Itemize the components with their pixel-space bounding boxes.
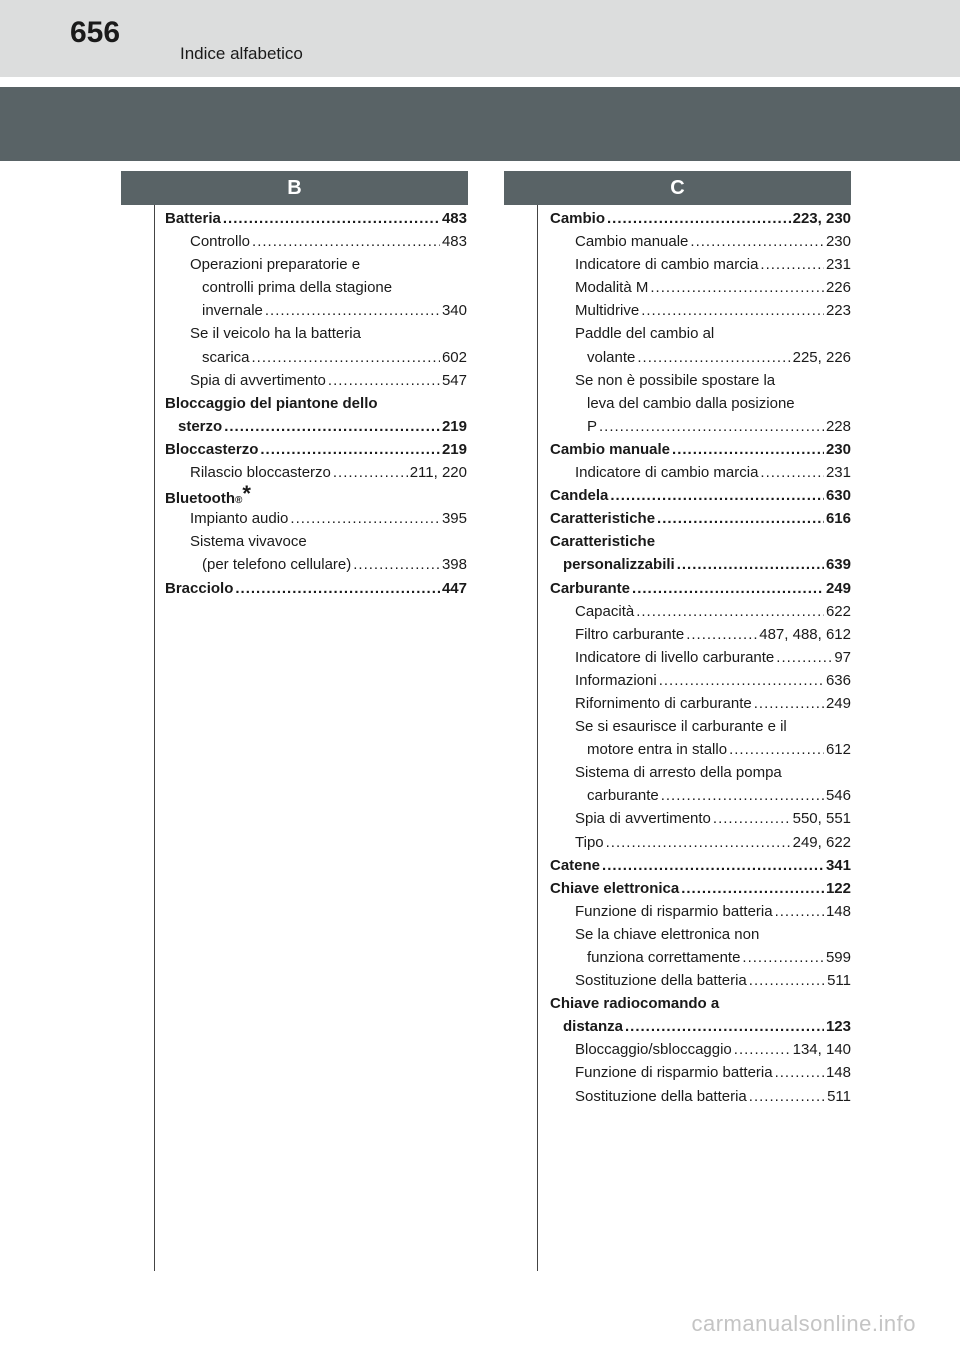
entry-term: Sistema vivavoce	[190, 533, 307, 551]
entry-term: Funzione di risparmio batteria	[575, 902, 773, 920]
leader-dots	[775, 900, 824, 923]
entry-term: Cambio	[550, 210, 606, 227]
entry-page-ref: 547	[441, 371, 467, 389]
leader-dots	[760, 461, 824, 484]
index-entry	[550, 577, 851, 600]
index-entry	[550, 507, 851, 530]
index-entry	[165, 322, 467, 345]
entry-term: Bloccaggio del piantone dello	[165, 394, 378, 412]
entry-term: Cambio manuale	[550, 440, 671, 458]
leader-dots	[760, 253, 824, 276]
index-entry	[165, 230, 467, 253]
entry-page-ref: 228	[825, 417, 851, 435]
index-entry	[165, 530, 467, 553]
leader-dots	[235, 577, 440, 600]
entry-page-ref: 511	[827, 1087, 851, 1105]
leader-dots	[749, 969, 825, 992]
leader-dots	[353, 553, 440, 576]
entry-term: Cambio manuale	[575, 233, 689, 251]
entry-page-ref: 612	[825, 741, 851, 759]
index-entry	[165, 438, 467, 461]
leader-dots	[223, 207, 440, 230]
entry-term: Multidrive	[575, 302, 640, 320]
entry-term: Bloccasterzo	[165, 440, 259, 458]
index-entry	[165, 369, 467, 392]
leader-dots	[637, 346, 790, 369]
entry-page-ref: 550, 551	[792, 810, 851, 828]
entry-term: funziona correttamente	[587, 949, 741, 966]
entry-page-ref: 97	[834, 648, 851, 666]
leader-dots	[659, 669, 824, 692]
index-entry	[550, 461, 851, 484]
entry-term: Chiave elettronica	[550, 879, 680, 897]
entry-term: Se la chiave elettronica non	[575, 925, 760, 943]
entry-term: Controllo	[190, 233, 251, 251]
entry-page-ref: 622	[825, 602, 851, 620]
entry-page-ref: 447	[441, 579, 467, 597]
entry-term: Se il veicolo ha la batteria	[190, 325, 361, 343]
entry-term: Funzione di risparmio batteria	[575, 1064, 773, 1082]
index-entry	[165, 207, 467, 230]
leader-dots	[260, 438, 440, 461]
leader-dots	[661, 784, 824, 807]
entry-page-ref: 231	[825, 464, 851, 482]
entry-term: carburante	[587, 787, 659, 805]
index-entry	[550, 923, 851, 946]
asterisk-mark: *	[242, 481, 251, 507]
leader-dots	[328, 369, 440, 392]
entry-term: Rilascio bloccasterzo	[190, 464, 331, 482]
index-entry	[550, 438, 851, 461]
entry-term: sterzo	[178, 417, 223, 435]
entry-page-ref: 122	[825, 879, 851, 897]
page-title: Indice alfabetico	[180, 44, 303, 63]
entry-list-b	[165, 207, 467, 600]
entry-term: Caratteristiche	[550, 510, 656, 528]
entry-page-ref: 483	[441, 210, 467, 227]
index-entry	[550, 253, 851, 276]
entry-page-ref: 340	[441, 302, 467, 320]
entry-term: Indicatore di cambio marcia	[575, 256, 759, 274]
entry-page-ref: 231	[825, 256, 851, 274]
entry-page-ref: 211, 220	[409, 464, 467, 482]
entry-page-ref: 123	[825, 1018, 851, 1036]
index-entry	[165, 461, 467, 484]
leader-dots	[713, 807, 791, 830]
section-letter-b: B	[121, 171, 468, 205]
entry-page-ref: 546	[825, 787, 851, 805]
index-entry	[550, 1061, 851, 1084]
column-rule-b	[154, 205, 155, 1271]
entry-page-ref: 223	[825, 302, 851, 320]
entry-page-ref: 395	[441, 510, 467, 528]
index-entry	[550, 207, 851, 230]
column-rule-c	[537, 205, 538, 1271]
entry-term: personalizzabili	[563, 556, 675, 574]
leader-dots	[690, 230, 824, 253]
index-entry	[550, 369, 851, 392]
entry-term: Se si esaurisce il carburante e il	[575, 718, 787, 736]
entry-term: Spia di avvertimento	[575, 810, 711, 828]
index-entry	[550, 969, 851, 992]
leader-dots	[775, 1061, 824, 1084]
entry-term: Impianto audio	[190, 510, 289, 528]
index-entry	[550, 784, 851, 807]
index-entry: Bluetooth ® *	[165, 484, 467, 507]
entry-term: Batteria	[165, 210, 221, 227]
index-entry	[550, 738, 851, 761]
index-entry	[550, 623, 851, 646]
index-entry	[550, 1038, 851, 1061]
leader-dots	[602, 854, 824, 877]
leader-dots	[333, 461, 408, 484]
entry-page-ref: 599	[825, 949, 851, 966]
leader-dots	[610, 484, 824, 507]
entry-page-ref: 249	[825, 694, 851, 712]
entry-term: Bracciolo	[165, 579, 234, 597]
section-letter-c: C	[504, 171, 851, 205]
leader-dots	[607, 207, 791, 230]
leader-dots	[734, 1038, 791, 1061]
index-entry	[165, 577, 467, 600]
entry-page-ref: 148	[825, 902, 851, 920]
leader-dots	[290, 507, 440, 530]
leader-dots	[641, 299, 824, 322]
index-section-c	[504, 171, 851, 1105]
watermark: carmanualsonline.info	[691, 1311, 916, 1336]
entry-page-ref: 487, 488, 612	[759, 625, 851, 643]
entry-term: Se non è possibile spostare la	[575, 371, 776, 389]
index-entry	[165, 553, 467, 576]
index-entry	[550, 600, 851, 623]
index-entry	[165, 507, 467, 530]
entry-page-ref: 483	[441, 233, 467, 251]
entry-page-ref: 134, 140	[792, 1041, 851, 1059]
entry-page-ref: 226	[825, 279, 851, 297]
entry-term: Indicatore di cambio marcia	[575, 464, 759, 482]
entry-term: Rifornimento di carburante	[575, 694, 752, 712]
leader-dots	[632, 577, 824, 600]
leader-dots	[265, 299, 440, 322]
index-entry	[550, 669, 851, 692]
entry-term: scarica	[202, 348, 250, 366]
index-entry	[550, 854, 851, 877]
entry-term: Caratteristiche	[550, 533, 656, 551]
entry-page-ref: 219	[441, 440, 467, 458]
entry-page-ref: 602	[441, 348, 467, 366]
entry-term: P	[587, 417, 598, 435]
entry-term: Bloccaggio/sbloccaggio	[575, 1041, 732, 1059]
index-entry	[165, 415, 467, 438]
index-entry	[550, 992, 851, 1015]
leader-dots	[742, 946, 824, 969]
index-entry	[550, 553, 851, 576]
index-entry	[550, 230, 851, 253]
leader-dots	[599, 415, 824, 438]
index-entry	[550, 900, 851, 923]
header-band	[0, 87, 960, 161]
entry-term: Bluetooth	[165, 490, 235, 508]
entry-term: Sistema di arresto della pompa	[575, 764, 782, 782]
index-entry	[550, 299, 851, 322]
index-entry	[165, 299, 467, 322]
entry-page-ref: 148	[825, 1064, 851, 1082]
index-entry	[550, 415, 851, 438]
index-entry	[550, 646, 851, 669]
entry-term: Informazioni	[575, 671, 657, 689]
index-entry	[550, 346, 851, 369]
entry-page-ref: 223, 230	[792, 210, 851, 227]
entry-page-ref: 341	[825, 856, 851, 874]
entry-term: invernale	[202, 302, 263, 320]
leader-dots	[636, 600, 824, 623]
index-entry	[550, 276, 851, 299]
entry-term: Catene	[550, 856, 601, 874]
leader-dots	[677, 553, 824, 576]
index-entry	[550, 392, 851, 415]
entry-term: Capacità	[575, 602, 635, 620]
leader-dots	[672, 438, 824, 461]
index-entry	[550, 946, 851, 969]
entry-term: Indicatore di livello carburante	[575, 648, 775, 666]
entry-page-ref: 616	[825, 510, 851, 528]
index-entry	[550, 692, 851, 715]
index-entry	[550, 807, 851, 830]
leader-dots	[686, 623, 757, 646]
entry-list-c	[550, 207, 851, 1108]
leader-dots	[252, 346, 440, 369]
index-entry	[550, 1015, 851, 1038]
entry-page-ref: 249, 622	[792, 833, 851, 851]
leader-dots	[754, 692, 824, 715]
leader-dots	[650, 276, 824, 299]
entry-page-ref: 230	[825, 440, 851, 458]
leader-dots	[749, 1085, 825, 1108]
index-entry	[550, 761, 851, 784]
entry-term: Carburante	[550, 579, 631, 597]
entry-page-ref: 230	[825, 233, 851, 251]
entry-term: leva del cambio dalla posizione	[587, 394, 795, 412]
entry-term: motore entra in stallo	[587, 741, 728, 759]
leader-dots	[776, 646, 832, 669]
entry-term: volante	[587, 348, 636, 366]
header-strip	[0, 0, 960, 77]
index-entry	[550, 1085, 851, 1108]
index-entry	[165, 346, 467, 369]
entry-page-ref: 639	[825, 556, 851, 574]
index-entry	[165, 392, 467, 415]
index-section-b	[121, 171, 468, 597]
leader-dots	[625, 1015, 824, 1038]
entry-term: Spia di avvertimento	[190, 371, 326, 389]
index-entry	[550, 322, 851, 345]
entry-term: controlli prima della stagione	[202, 279, 393, 297]
index-entry	[165, 253, 467, 276]
leader-dots	[224, 415, 440, 438]
leader-dots	[729, 738, 824, 761]
entry-term: (per telefono cellulare)	[202, 556, 352, 574]
index-entry	[550, 877, 851, 900]
entry-term: Operazioni preparatorie e	[190, 256, 361, 274]
entry-term: Candela	[550, 487, 609, 505]
page-number: 656	[70, 16, 121, 49]
entry-page-ref: 398	[441, 556, 467, 574]
index-entry	[550, 484, 851, 507]
leader-dots	[252, 230, 440, 253]
entry-term: Chiave radiocomando a	[550, 995, 720, 1013]
index-entry	[165, 276, 467, 299]
entry-term: Modalità M	[575, 279, 649, 297]
entry-page-ref: 225, 226	[792, 348, 851, 366]
index-entry	[550, 715, 851, 738]
leader-dots	[681, 877, 824, 900]
entry-term: Tipo	[575, 833, 604, 851]
entry-term: Sostituzione della batteria	[575, 972, 747, 990]
entry-term: Filtro carburante	[575, 625, 685, 643]
entry-term: Sostituzione della batteria	[575, 1087, 747, 1105]
leader-dots	[606, 831, 791, 854]
entry-term: distanza	[563, 1018, 624, 1036]
entry-page-ref: 636	[825, 671, 851, 689]
entry-page-ref: 511	[827, 972, 851, 990]
index-entry	[550, 831, 851, 854]
index-entry	[550, 530, 851, 553]
entry-term: Paddle del cambio al	[575, 325, 715, 343]
entry-page-ref: 249	[825, 579, 851, 597]
leader-dots	[657, 507, 824, 530]
entry-page-ref: 219	[441, 417, 467, 435]
entry-page-ref: 630	[825, 487, 851, 505]
